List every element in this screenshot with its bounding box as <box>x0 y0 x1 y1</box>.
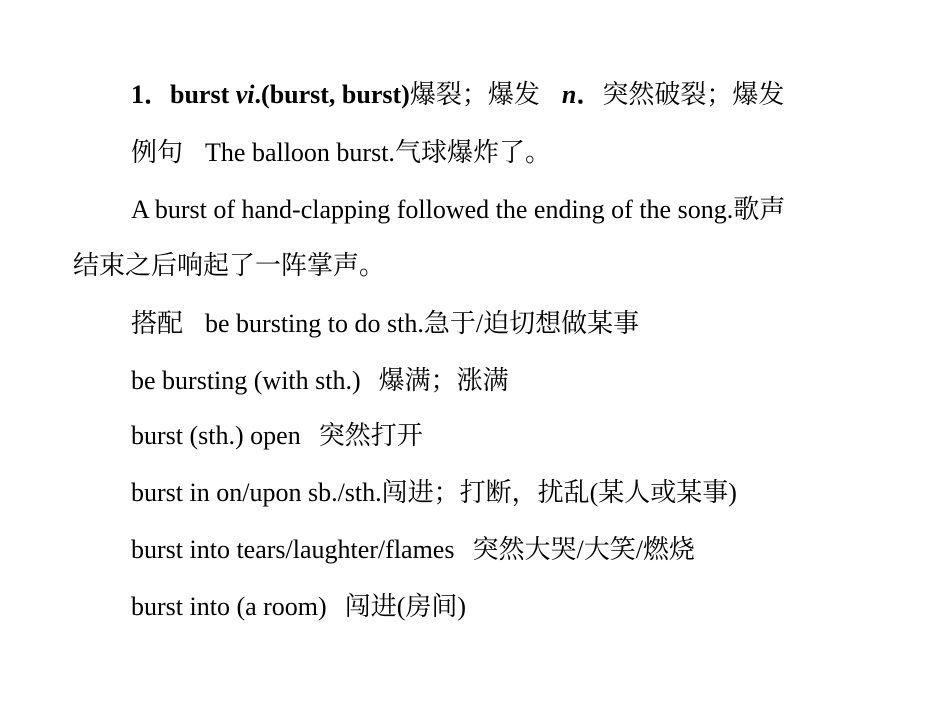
example-label: 例句 <box>131 138 184 167</box>
collocation-row-2 <box>131 366 509 396</box>
collocation-english: be bursting (with sth.) <box>131 366 361 395</box>
collocation-english: burst (sth.) open <box>131 421 301 450</box>
collocation-chinese: 闯进；打断，扰乱(某人或某事) <box>381 478 737 507</box>
collocation-english: burst in on/upon sb./sth. <box>131 478 382 507</box>
collocation-row-5 <box>131 535 695 565</box>
entry-meaning-noun: 突然破裂；爆发 <box>602 80 785 109</box>
entry-forms: (burst, burst) <box>261 80 410 109</box>
example-1-english: The balloon burst. <box>205 138 395 167</box>
collocation-label: 搭配 <box>131 309 184 338</box>
example-2-chinese-part1: 歌声 <box>733 195 786 224</box>
example-line-2 <box>131 195 785 225</box>
collocation-chinese: 急于/迫切想做某事 <box>423 309 640 338</box>
collocation-chinese: 突然大哭/大笑/燃烧 <box>472 535 695 564</box>
collocation-row-4 <box>131 478 737 508</box>
collocation-row-1 <box>131 309 639 339</box>
collocation-english: be bursting to do sth. <box>205 309 424 338</box>
pos-dot: . <box>254 80 262 109</box>
entry-headline <box>131 80 784 110</box>
collocation-chinese: 爆满；涨满 <box>378 366 509 395</box>
pos-noun-dot: ． <box>576 80 603 109</box>
collocation-english: burst into (a room) <box>131 592 327 621</box>
example-2-english: A burst of hand-clapping followed the ending of the song. <box>131 195 734 224</box>
example-2-chinese-part2: 结束之后响起了一阵掌声。 <box>73 251 386 280</box>
collocation-row-6 <box>131 592 466 622</box>
collocation-english: burst into tears/laughter/flames <box>131 535 455 564</box>
example-1-chinese: 气球爆炸了。 <box>394 138 551 167</box>
example-line-2-continued <box>73 251 385 281</box>
entry-number-dot: ． <box>144 80 171 109</box>
entry-pos-verb: vi <box>235 80 255 109</box>
example-line-1 <box>131 138 551 168</box>
entry-number: 1 <box>131 80 144 109</box>
entry-word: burst <box>170 80 230 109</box>
entry-meaning-verb: 爆裂；爆发 <box>409 80 540 109</box>
collocation-chinese: 闯进(房间) <box>344 592 467 621</box>
collocation-chinese: 突然打开 <box>318 421 423 450</box>
entry-pos-noun: n <box>561 80 577 109</box>
collocation-row-3 <box>131 421 423 451</box>
